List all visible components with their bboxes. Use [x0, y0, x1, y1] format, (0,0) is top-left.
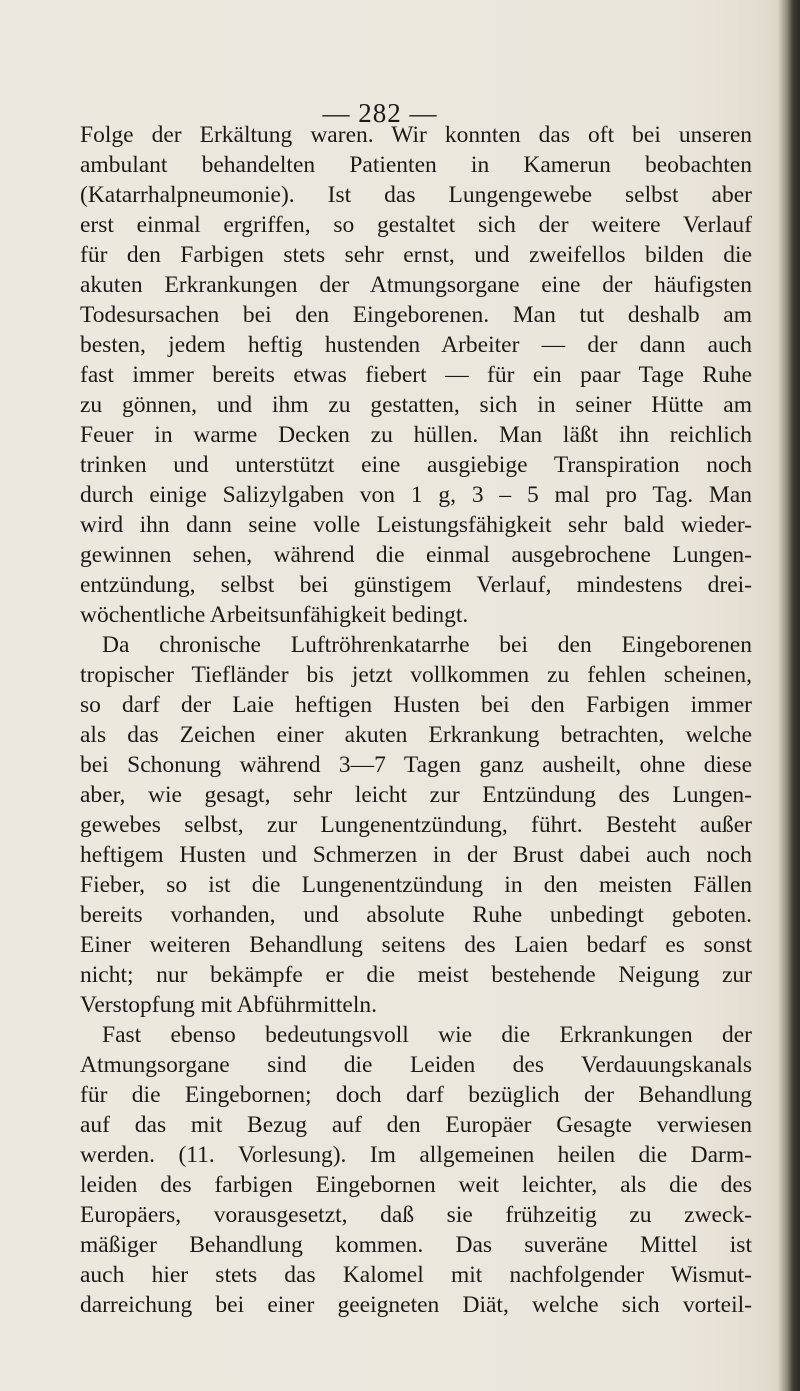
page-edge-shadow — [778, 0, 800, 1391]
text-line: werden. (11. Vorlesung). Im allgemeinen heilen die Darm- — [80, 1142, 752, 1168]
text-line: entzündung, selbst bei günstigem Verlauf, mindestens drei- — [80, 572, 752, 598]
text-line: Verstopfung mit Abführmitteln. — [80, 992, 377, 1018]
text-line: mäßiger Behandlung kommen. Das suveräne Mittel ist — [80, 1232, 752, 1258]
text-line: Europäers, vorausgesetzt, daß sie frühzeitig zu zweck- — [80, 1202, 752, 1228]
text-line: darreichung bei einer geeigneten Diät, welche sich vorteil- — [80, 1292, 752, 1318]
text-line: bei Schonung während 3—7 Tagen ganz ausheilt, ohne diese — [80, 752, 752, 778]
body-text — [80, 120, 752, 1320]
text-line: Feuer in warme Decken zu hüllen. Man läßt ihn reichlich — [80, 422, 752, 448]
text-line: wöchentliche Arbeitsunfähigkeit bedingt. — [80, 602, 469, 628]
text-line: heftigem Husten und Schmerzen in der Brust dabei auch noch — [80, 842, 752, 868]
text-line: Folge der Erkältung waren. Wir konnten das oft bei unseren — [80, 122, 752, 148]
text-line: leiden des farbigen Eingebornen weit leichter, als die des — [80, 1172, 752, 1198]
text-line: Fast ebenso bedeutungsvoll wie die Erkrankungen der — [102, 1022, 752, 1048]
text-line: bereits vorhanden, und absolute Ruhe unbedingt geboten. — [80, 902, 752, 928]
text-line: ambulant behandelten Patienten in Kamerun beobachten — [80, 152, 752, 178]
text-line: wird ihn dann seine volle Leistungsfähigkeit sehr bald wieder- — [80, 512, 752, 538]
text-line: gewinnen sehen, während die einmal ausgebrochene Lungen- — [80, 542, 752, 568]
text-line: für den Farbigen stets sehr ernst, und zweifellos bilden die — [80, 242, 752, 268]
text-line: zu gönnen, und ihm zu gestatten, sich in seiner Hütte am — [80, 392, 752, 418]
text-line: durch einige Salizylgaben von 1 g, 3 – 5 mal pro Tag. Man — [80, 482, 752, 508]
text-line: Da chronische Luftröhrenkatarrhe bei den Eingeborenen — [102, 632, 752, 658]
text-line: Todesursachen bei den Eingeborenen. Man tut deshalb am — [80, 302, 752, 328]
text-line: erst einmal ergriffen, so gestaltet sich der weitere Verlauf — [80, 212, 752, 238]
page-number: — 282 — — [322, 98, 438, 128]
text-line: Einer weiteren Behandlung seitens des Laien bedarf es sonst — [80, 932, 752, 958]
text-line: aber, wie gesagt, sehr leicht zur Entzündung des Lungen- — [80, 782, 752, 808]
text-line: als das Zeichen einer akuten Erkrankung betrachten, welche — [80, 722, 752, 748]
text-line: Atmungsorgane sind die Leiden des Verdauungskanals — [80, 1052, 752, 1078]
text-line: tropischer Tiefländer bis jetzt vollkommen zu fehlen scheinen, — [80, 662, 752, 688]
text-line: auch hier stets das Kalomel mit nachfolgender Wismut- — [80, 1262, 752, 1288]
text-line: nicht; nur bekämpfe er die meist bestehende Neigung zur — [80, 962, 752, 988]
text-line: für die Eingebornen; doch darf bezüglich der Behandlung — [80, 1082, 752, 1108]
text-line: so darf der Laie heftigen Husten bei den Farbigen immer — [80, 692, 752, 718]
text-line: gewebes selbst, zur Lungenentzündung, führt. Besteht außer — [80, 812, 752, 838]
text-line: fast immer bereits etwas fiebert — für ein paar Tage Ruhe — [80, 362, 752, 388]
text-line: besten, jedem heftig hustenden Arbeiter — der dann auch — [80, 332, 752, 358]
text-line: (Katarrhalpneumonie). Ist das Lungengewebe selbst aber — [80, 182, 752, 208]
text-line: auf das mit Bezug auf den Europäer Gesagte verwiesen — [80, 1112, 752, 1138]
text-line: Fieber, so ist die Lungenentzündung in den meisten Fällen — [80, 872, 752, 898]
text-line: trinken und unterstützt eine ausgiebige Transpiration noch — [80, 452, 752, 478]
text-line: akuten Erkrankungen der Atmungsorgane eine der häufigsten — [80, 272, 752, 298]
